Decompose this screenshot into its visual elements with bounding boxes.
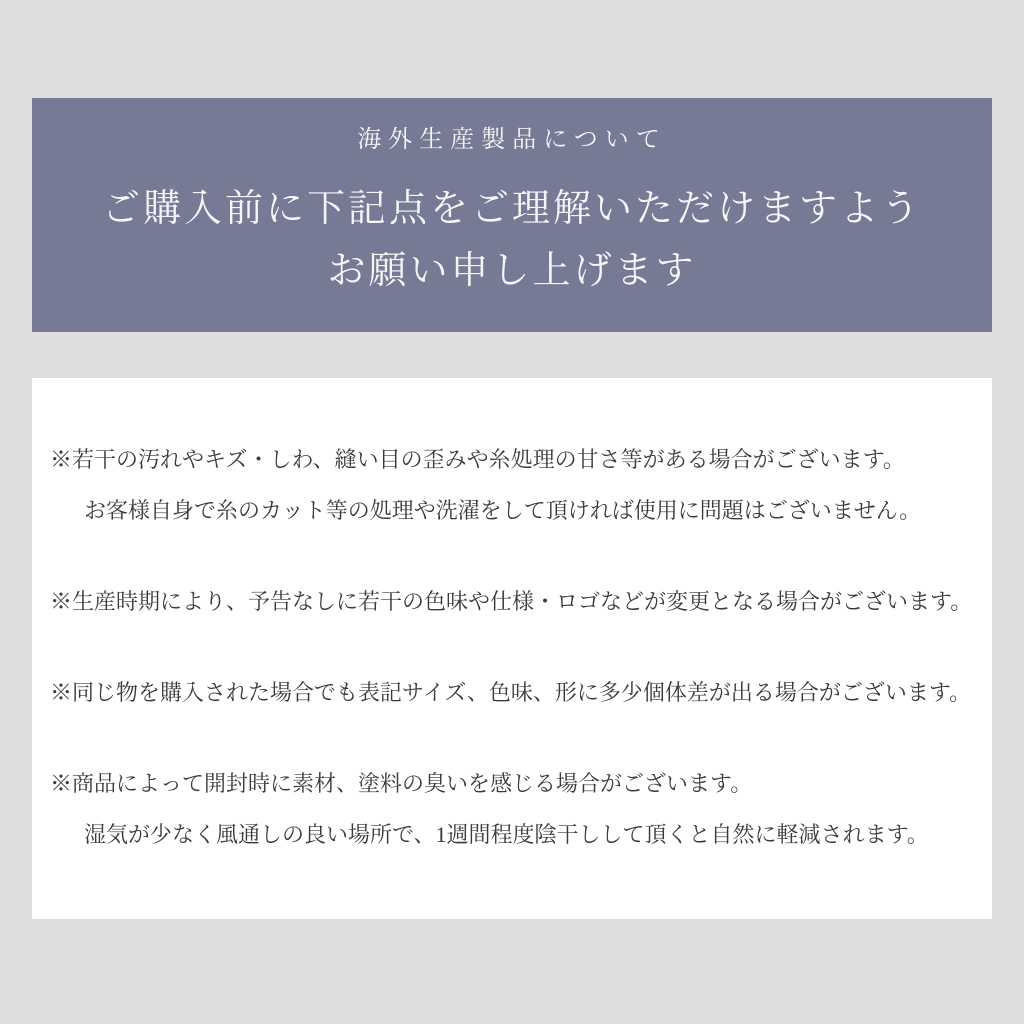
notice-line: ※若干の汚れやキズ・しわ、縫い目の歪みや糸処理の甘さ等がある場合がございます。	[50, 447, 905, 472]
notice-line: ※同じ物を購入された場合でも表記サイズ、色味、形に多少個体差が出る場合がございます。	[50, 680, 972, 705]
notice-line: 湿気が少なく風通しの良い場所で、1週間程度陰干しして頂くと自然に軽減されます。	[84, 822, 929, 847]
banner-title-line-2: お願い申し上げます	[327, 250, 697, 292]
notice-line: ※商品によって開封時に素材、塗料の臭いを感じる場合がございます。	[50, 771, 753, 796]
banner-title-line-1: ご購入前に下記点をご理解いただけますよう	[101, 188, 922, 230]
notice-paragraph	[50, 576, 974, 627]
notice-paragraph	[50, 758, 974, 860]
banner-subtitle: 海外生産製品について	[357, 126, 667, 153]
notice-line: お客様自身で糸のカット等の処理や洗濯をして頂ければ使用に問題はございません。	[84, 498, 922, 523]
notice-line: ※生産時期により、予告なしに若干の色味や仕様・ロゴなどが変更となる場合がございます。	[50, 589, 973, 614]
header-banner	[32, 98, 992, 332]
notice-paragraph	[50, 667, 974, 718]
notice-paragraph	[50, 434, 974, 536]
notice-box	[32, 378, 992, 919]
